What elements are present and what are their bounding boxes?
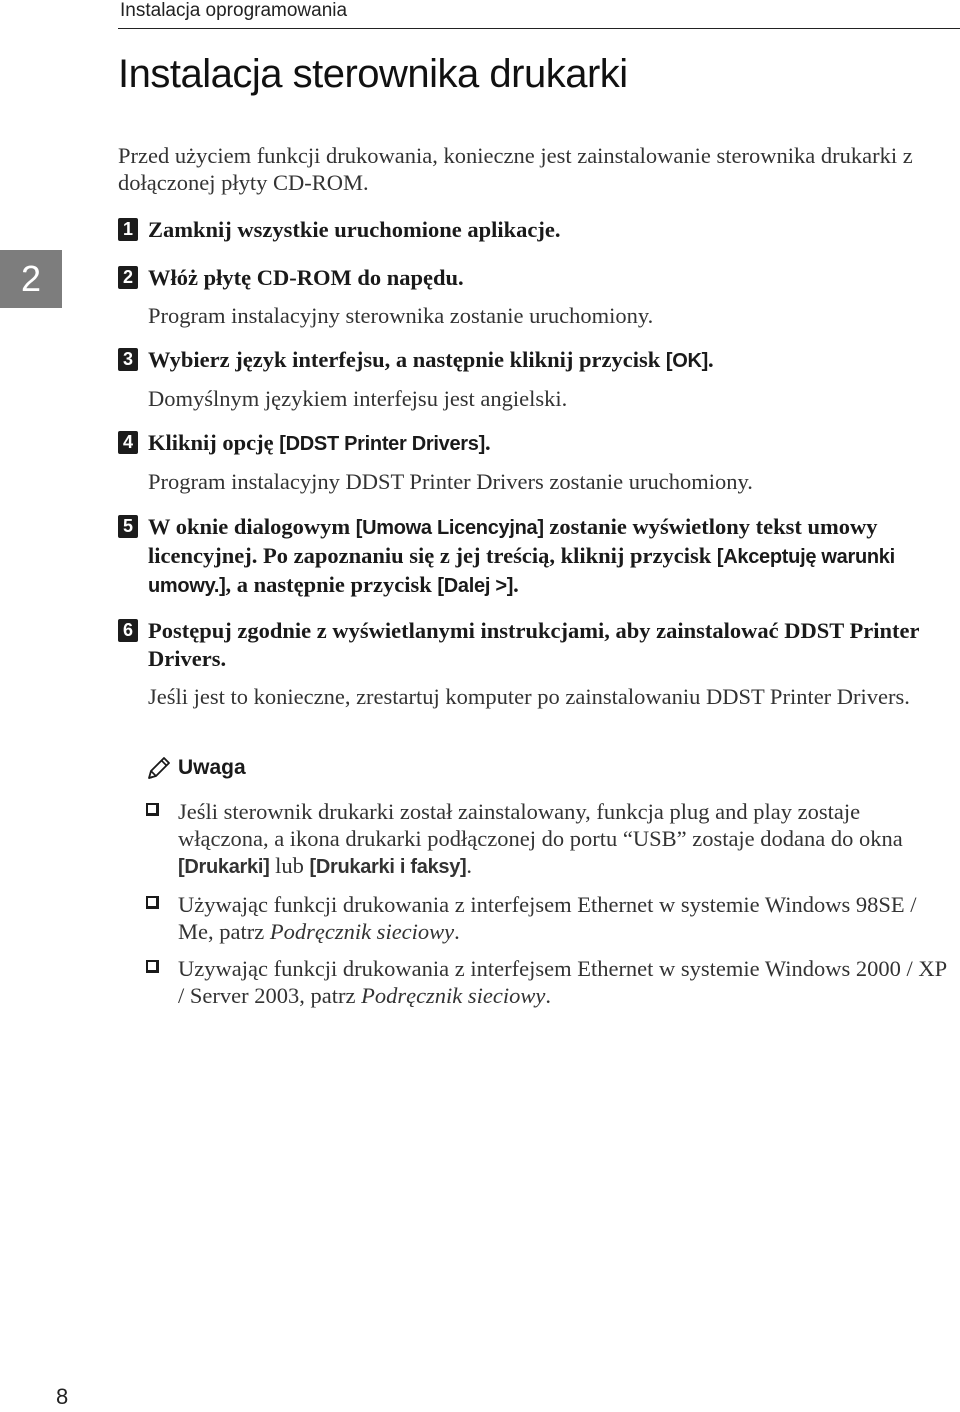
note-item: Uzywając funkcji drukowania z interfejsem Ethernet w systemie Windows 2000 / XP / Server 2003, patrz Podręcznik sieciowy. bbox=[146, 955, 956, 1009]
step-1 bbox=[118, 216, 954, 244]
step-number-4: 4 bbox=[118, 431, 138, 454]
note-title: Uwaga bbox=[178, 756, 246, 779]
note-item: Jeśli sterownik drukarki został zainstalowany, funkcja plug and play zostaje włączona, a ikona drukarki podłączonej do portu “USB” zostaje dodana do okna [Drukarki] lub [Drukarki i faksy]. bbox=[146, 798, 956, 881]
step-title-2: Włóż płytę CD-ROM do napędu. bbox=[148, 265, 464, 290]
ui-label-ddst-printer-drivers: [DDST Printer Drivers] bbox=[279, 433, 485, 455]
step-number-5: 5 bbox=[118, 515, 138, 538]
running-header bbox=[118, 0, 960, 29]
step-title-3: Wybierz język interfejsu, a następnie kliknij przycisk [OK]. bbox=[148, 347, 714, 372]
note-block bbox=[146, 752, 956, 1019]
chapter-tab: 2 bbox=[0, 250, 62, 308]
note-list bbox=[146, 798, 956, 1009]
step-desc-2: Program instalacyjny sterownika zostanie uruchomiony. bbox=[148, 303, 654, 328]
step-number-2: 2 bbox=[118, 266, 138, 289]
step-desc-6: Jeśli jest to konieczne, zrestartuj komputer po zainstalowaniu DDST Printer Drivers. bbox=[148, 684, 910, 709]
note-header bbox=[146, 752, 956, 784]
ui-label-dalej: [Dalej >] bbox=[437, 575, 514, 597]
step-2 bbox=[118, 264, 954, 329]
step-desc-4: Program instalacyjny DDST Printer Drivers zostanie uruchomiony. bbox=[148, 469, 753, 494]
step-title-4: Kliknij opcję [DDST Printer Drivers]. bbox=[148, 430, 491, 455]
step-desc-3: Domyślnym językiem interfejsu jest angielski. bbox=[148, 386, 568, 411]
step-6 bbox=[118, 617, 954, 710]
intro-paragraph: Przed użyciem funkcji drukowania, konieczne jest zainstalowanie sterownika drukarki z dołączonej płyty CD-ROM. bbox=[118, 143, 913, 195]
step-4 bbox=[118, 429, 954, 495]
ui-label-akceptuje: [Akceptuję warunki umowy.] bbox=[148, 546, 895, 597]
ui-label-ok: [OK] bbox=[665, 350, 709, 372]
manual-reference: Podręcznik sieciowy bbox=[269, 919, 455, 944]
ui-label-drukarki: [Drukarki] bbox=[178, 856, 270, 878]
ui-label-drukarki-i-faksy: [Drukarki i faksy] bbox=[309, 856, 467, 878]
checkbox-icon bbox=[146, 896, 159, 909]
step-title-6: Postępuj zgodnie z wyświetlanymi instrukcjami, aby zainstalować DDST Printer Drivers. bbox=[148, 618, 920, 671]
page-number: 8 bbox=[56, 1384, 69, 1409]
note-item: Używając funkcji drukowania z interfejsem Ethernet w systemie Windows 98SE / Me, patrz Podręcznik sieciowy. bbox=[146, 891, 956, 945]
manual-reference: Podręcznik sieciowy bbox=[361, 983, 546, 1008]
step-title-5: W oknie dialogowym [Umowa Licencyjna] zostanie wyświetlony tekst umowy licencyjnej. Po zapoznaniu się z jej treścią, kliknij przycisk [Akceptuję warunki umowy.], a następnie przycisk [Dalej >]. bbox=[148, 514, 895, 597]
running-header-text: Instalacja oprogramowania bbox=[120, 0, 348, 21]
checkbox-icon bbox=[146, 960, 159, 973]
page-title: Instalacja sterownika drukarki bbox=[118, 52, 628, 96]
ui-label-umowa-licencyjna: [Umowa Licencyjna] bbox=[355, 517, 544, 539]
step-title-1: Zamknij wszystkie uruchomione aplikacje. bbox=[148, 217, 561, 242]
step-5 bbox=[118, 513, 954, 600]
step-number-3: 3 bbox=[118, 348, 138, 371]
step-number-1: 1 bbox=[118, 218, 138, 241]
pencil-icon bbox=[146, 755, 172, 781]
step-3 bbox=[118, 346, 954, 412]
checkbox-icon bbox=[146, 803, 159, 816]
step-number-6: 6 bbox=[118, 619, 138, 642]
